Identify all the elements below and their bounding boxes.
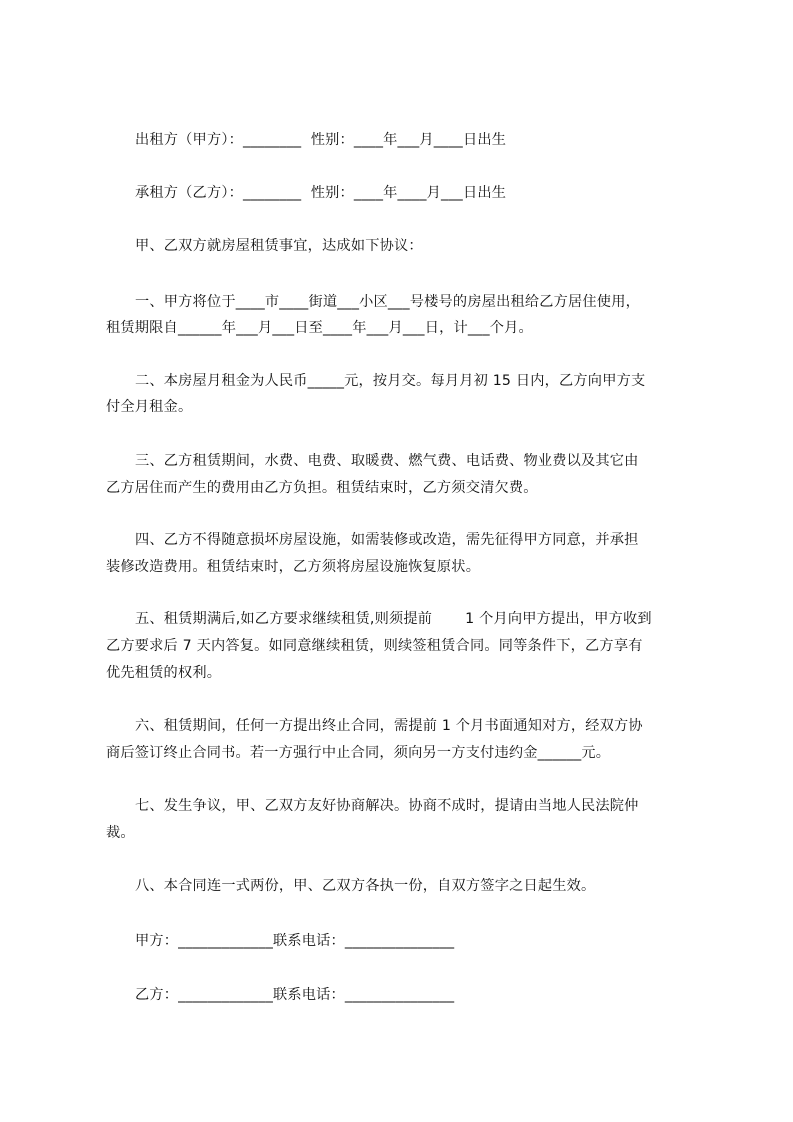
signature-party-b: 乙方：_____________联系电话：_______________: [135, 987, 455, 1003]
clause-5-line-3: 优先租赁的权利。: [106, 665, 222, 681]
clause-4-line-2: 装修改造费用。租赁结束时，乙方须将房屋设施恢复原状。: [106, 559, 481, 575]
clause-3-line-1: 三、乙方租赁期间，水费、电费、取暖费、燃气费、电话费、物业费以及其它由: [135, 453, 639, 469]
clause-2-line-1: 二、本房屋月租金为人民币_____元，按月交。每月月初 15 日内，乙方向甲方支: [135, 373, 646, 389]
clause-1-line-1: 一、甲方将位于____市____街道___小区___号楼号的房屋出租给乙方居住使用，: [135, 294, 640, 310]
signature-party-a: 甲方：_____________联系电话：_______________: [135, 933, 455, 949]
party-b-line: 承租方（乙方）：________ 性别：____年____月___日出生: [135, 185, 507, 201]
clause-5-line-2: 乙方要求后 7 天内答复。如同意继续租赁，则续签租赁合同。同等条件下，乙方享有: [106, 638, 643, 654]
clause-7-line-2: 裁。: [106, 825, 135, 841]
clause-8-line: 八、本合同连一式两份，甲、乙双方各执一份，自双方签字之日起生效。: [135, 878, 596, 894]
clause-6-line-1: 六、租赁期间，任何一方提出终止合同，需提前 1 个月书面通知对方，经双方协: [135, 718, 643, 734]
clause-1-line-2: 租赁期限自______年___月___日至____年___月___日，计___个月。: [106, 320, 533, 336]
clause-4-line-1: 四、乙方不得随意损坏房屋设施，如需装修或改造，需先征得甲方同意，并承担: [135, 532, 639, 548]
clause-5-line-1: 五、租赁期满后,如乙方要求继续租赁,则须提前 1 个月向甲方提出，甲方收到: [135, 611, 652, 627]
clause-2-line-2: 付全月租金。: [106, 399, 193, 415]
intro-line: 甲、乙双方就房屋租赁事宜，达成如下协议：: [135, 238, 423, 254]
clause-6-line-2: 商后签订终止合同书。若一方强行中止合同，须向另一方支付违约金______元。: [106, 745, 611, 761]
party-a-line: 出租方（甲方）：________ 性别：____年___月____日出生: [135, 132, 507, 148]
clause-7-line-1: 七、发生争议，甲、乙双方友好协商解决。协商不成时，提请由当地人民法院仲: [135, 798, 639, 814]
clause-3-line-2: 乙方居住而产生的费用由乙方负担。租赁结束时，乙方须交清欠费。: [106, 480, 538, 496]
